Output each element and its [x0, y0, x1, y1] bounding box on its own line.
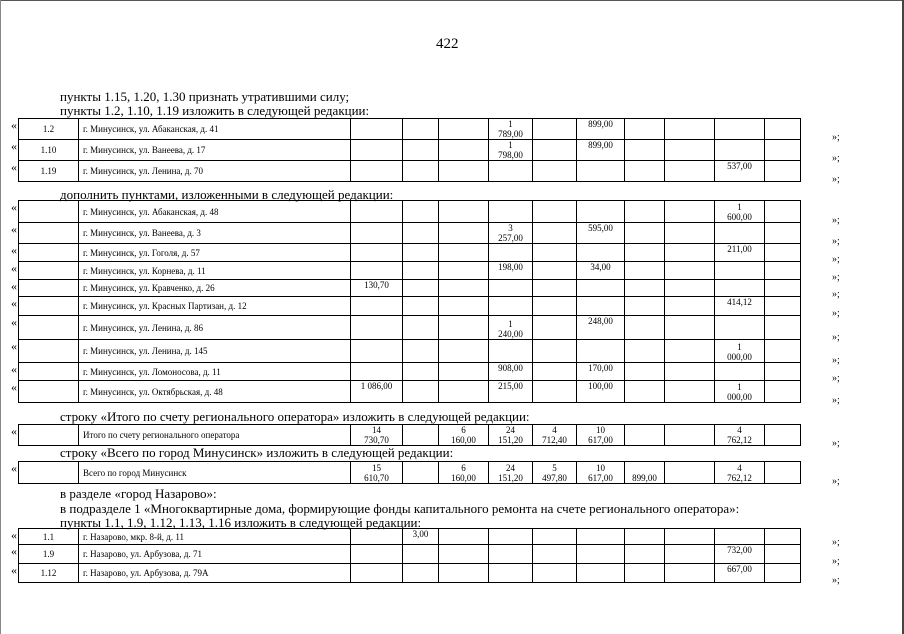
quote-close-mark: »;	[832, 289, 840, 300]
row-address: г. Назарово, мкр. 8-й, д. 11	[79, 529, 351, 545]
cost-cell	[665, 223, 715, 244]
cost-cell	[489, 297, 533, 316]
row-number	[19, 297, 79, 316]
cost-cell	[533, 381, 577, 403]
cost-cell	[439, 280, 489, 297]
cost-cell	[351, 363, 403, 381]
cost-cell	[625, 223, 665, 244]
row-address: г. Минусинск, ул. Ломоносова, д. 11	[79, 363, 351, 381]
cost-cell	[765, 381, 801, 403]
quote-open-mark: «	[11, 243, 17, 257]
row-address: г. Минусинск, ул. Кравченко, д. 26	[79, 280, 351, 297]
cost-cell	[403, 223, 439, 244]
cost-cell	[715, 262, 765, 280]
quote-open-mark: «	[11, 339, 17, 353]
quote-open-mark: «	[11, 563, 17, 577]
cost-cell: 3 257,00	[489, 223, 533, 244]
cost-cell	[665, 140, 715, 161]
cost-cell	[403, 161, 439, 182]
cost-cell: 14 730,70	[351, 425, 403, 446]
cost-cell	[533, 340, 577, 363]
cost-cell	[439, 363, 489, 381]
cost-cell	[351, 316, 403, 340]
quote-open-mark: «	[11, 544, 17, 558]
cost-cell	[625, 297, 665, 316]
cost-cell: 732,00	[715, 545, 765, 564]
row-address: г. Минусинск, ул. Ленина, д. 86	[79, 316, 351, 340]
row-number	[19, 244, 79, 262]
cost-cell	[765, 119, 801, 140]
cost-cell	[403, 340, 439, 363]
cost-cell	[665, 316, 715, 340]
cost-cell	[489, 161, 533, 182]
paragraph-subsection-1: в подразделе 1 «Многоквартирные дома, формирующие фонды капитального ремонта на счете регионального оператора»:	[60, 501, 740, 516]
table-row	[19, 140, 829, 161]
cost-cell: 1 789,00	[489, 119, 533, 140]
row-address: г. Назарово, ул. Арбузова, д. 79А	[79, 564, 351, 583]
cost-cell: 1 086,00	[351, 381, 403, 403]
cost-cell	[439, 201, 489, 223]
table-row	[19, 381, 829, 403]
table-row	[19, 119, 829, 140]
paragraph-revise-nazarovo: пункты 1.1, 1.9, 1.12, 1.13, 1.16 изложить в следующей редакции:	[60, 515, 422, 530]
cost-cell	[403, 425, 439, 446]
cost-cell	[439, 262, 489, 280]
cost-cell	[765, 201, 801, 223]
paragraph-section-nazarovo: в разделе «город Назарово»:	[60, 486, 217, 501]
cost-cell	[625, 119, 665, 140]
row-number: 1.19	[19, 161, 79, 182]
cost-cell	[665, 262, 715, 280]
quote-close-mark: »;	[832, 236, 840, 247]
paragraph-revise-points: пункты 1.2, 1.10, 1.19 изложить в следующей редакции:	[60, 103, 370, 118]
cost-cell	[439, 564, 489, 583]
cost-cell	[765, 161, 801, 182]
cost-cell	[439, 223, 489, 244]
cost-cell	[665, 564, 715, 583]
cost-cell	[577, 529, 625, 545]
table-row	[19, 340, 829, 363]
cost-cell	[715, 280, 765, 297]
cost-cell	[715, 529, 765, 545]
cost-cell	[533, 161, 577, 182]
row-address: г. Минусинск, ул. Гоголя, д. 57	[79, 244, 351, 262]
quote-open-mark: «	[11, 139, 17, 153]
table-row	[19, 425, 829, 446]
cost-cell: 1 000,00	[715, 340, 765, 363]
cost-cell	[533, 119, 577, 140]
cost-cell	[665, 529, 715, 545]
row-number: 1.10	[19, 140, 79, 161]
cost-cell	[533, 140, 577, 161]
cost-cell: 248,00	[577, 316, 625, 340]
cost-cell	[625, 425, 665, 446]
cost-cell	[625, 363, 665, 381]
cost-cell: 24 151,20	[489, 462, 533, 484]
cost-cell: 667,00	[715, 564, 765, 583]
row-number: 1.1	[19, 529, 79, 545]
cost-cell	[403, 119, 439, 140]
row-number	[19, 363, 79, 381]
cost-cell	[403, 140, 439, 161]
cost-cell	[439, 244, 489, 262]
cost-cell	[765, 545, 801, 564]
cost-cell: 1 798,00	[489, 140, 533, 161]
row-address: г. Минусинск, ул. Абаканская, д. 48	[79, 201, 351, 223]
cost-cell	[577, 545, 625, 564]
cost-cell	[351, 529, 403, 545]
cost-cell	[533, 297, 577, 316]
row-number	[19, 280, 79, 297]
quote-close-mark: »;	[832, 476, 840, 487]
cost-cell	[765, 280, 801, 297]
cost-cell	[351, 340, 403, 363]
cost-cell	[577, 244, 625, 262]
cost-cell	[351, 545, 403, 564]
cost-cell	[403, 363, 439, 381]
cost-cell: 414,12	[715, 297, 765, 316]
cost-cell	[351, 140, 403, 161]
page-number: 422	[436, 36, 459, 52]
row-number	[19, 201, 79, 223]
cost-cell	[665, 381, 715, 403]
table-revised-points	[18, 118, 829, 182]
cost-cell	[625, 280, 665, 297]
cost-cell	[403, 280, 439, 297]
cost-cell	[665, 363, 715, 381]
table-row	[19, 201, 829, 223]
cost-cell	[765, 529, 801, 545]
paragraph-total-city: строку «Всего по город Минусинск» изложить в следующей редакции:	[60, 445, 454, 460]
cost-cell	[403, 316, 439, 340]
row-address: Итого по счету регионального оператора	[79, 425, 351, 446]
quote-close-mark: »;	[832, 132, 840, 143]
quote-close-mark: »;	[832, 272, 840, 283]
cost-cell: 899,00	[625, 462, 665, 484]
cost-cell: 24 151,20	[489, 425, 533, 446]
cost-cell	[533, 262, 577, 280]
row-address: г. Минусинск, ул. Абаканская, д. 41	[79, 119, 351, 140]
cost-cell: 5 497,80	[533, 462, 577, 484]
quote-open-mark: «	[11, 200, 17, 214]
quote-close-mark: »;	[832, 373, 840, 384]
table-row	[19, 545, 829, 564]
cost-cell	[351, 297, 403, 316]
cost-cell	[665, 201, 715, 223]
cost-cell	[715, 223, 765, 244]
cost-cell: 1 000,00	[715, 381, 765, 403]
cost-cell	[489, 201, 533, 223]
quote-open-mark: «	[11, 362, 17, 376]
table-row	[19, 161, 829, 182]
cost-cell	[489, 545, 533, 564]
cost-cell	[351, 119, 403, 140]
cost-cell: 537,00	[715, 161, 765, 182]
cost-cell	[489, 340, 533, 363]
row-address: г. Назарово, ул. Арбузова, д. 71	[79, 545, 351, 564]
paragraph-invalidate: пункты 1.15, 1.20, 1.30 признать утратившими силу;	[60, 89, 350, 104]
cost-cell	[403, 564, 439, 583]
cost-cell	[489, 564, 533, 583]
table-row	[19, 223, 829, 244]
row-number: 1.2	[19, 119, 79, 140]
row-number: 1.9	[19, 545, 79, 564]
cost-cell	[665, 280, 715, 297]
cost-cell: 1 600,00	[715, 201, 765, 223]
cost-cell: 198,00	[489, 262, 533, 280]
table-row	[19, 262, 829, 280]
cost-cell	[665, 297, 715, 316]
cost-cell	[765, 297, 801, 316]
cost-cell: 10 617,00	[577, 425, 625, 446]
quote-close-mark: »;	[832, 438, 840, 449]
quote-open-mark: «	[11, 296, 17, 310]
row-number	[19, 316, 79, 340]
cost-cell	[765, 244, 801, 262]
cost-cell	[625, 262, 665, 280]
row-number	[19, 340, 79, 363]
paragraph-add-points: дополнить пунктами, изложенными в следующей редакции:	[60, 187, 394, 202]
cost-cell: 595,00	[577, 223, 625, 244]
cost-cell	[665, 545, 715, 564]
quote-open-mark: «	[11, 424, 17, 438]
quote-close-mark: »;	[832, 395, 840, 406]
cost-cell	[625, 140, 665, 161]
cost-cell	[403, 462, 439, 484]
cost-cell: 10 617,00	[577, 462, 625, 484]
quote-close-mark: »;	[832, 575, 840, 586]
cost-cell	[625, 244, 665, 262]
row-address: г. Минусинск, ул. Красных Партизан, д. 12	[79, 297, 351, 316]
cost-cell	[439, 381, 489, 403]
cost-cell	[489, 529, 533, 545]
row-number	[19, 425, 79, 446]
cost-cell: 4 762,12	[715, 425, 765, 446]
quote-close-mark: »;	[832, 174, 840, 185]
cost-cell	[577, 161, 625, 182]
table-row	[19, 363, 829, 381]
cost-cell	[715, 140, 765, 161]
quote-close-mark: »;	[832, 254, 840, 265]
table-row	[19, 244, 829, 262]
cost-cell	[577, 564, 625, 583]
cost-cell	[665, 340, 715, 363]
cost-cell: 3,00	[403, 529, 439, 545]
quote-close-mark: »;	[832, 308, 840, 319]
cost-cell	[403, 381, 439, 403]
row-number	[19, 462, 79, 484]
cost-cell	[665, 425, 715, 446]
quote-open-mark: «	[11, 160, 17, 174]
quote-close-mark: »;	[832, 556, 840, 567]
cost-cell	[577, 280, 625, 297]
table-row	[19, 462, 829, 484]
quote-close-mark: »;	[832, 332, 840, 343]
cost-cell	[625, 316, 665, 340]
row-address: г. Минусинск, ул. Корнева, д. 11	[79, 262, 351, 280]
cost-cell	[715, 316, 765, 340]
page-border-top	[0, 0, 904, 1]
row-number	[19, 262, 79, 280]
cost-cell	[439, 545, 489, 564]
table-row	[19, 529, 829, 545]
quote-open-mark: «	[11, 118, 17, 132]
cost-cell	[665, 119, 715, 140]
quote-open-mark: «	[11, 261, 17, 275]
cost-cell	[351, 262, 403, 280]
cost-cell	[715, 119, 765, 140]
cost-cell: 908,00	[489, 363, 533, 381]
cost-cell	[403, 244, 439, 262]
cost-cell	[489, 244, 533, 262]
cost-cell	[439, 297, 489, 316]
cost-cell	[765, 262, 801, 280]
row-address: Всего по город Минусинск	[79, 462, 351, 484]
cost-cell	[577, 297, 625, 316]
quote-open-mark: «	[11, 279, 17, 293]
cost-cell	[403, 545, 439, 564]
row-number	[19, 381, 79, 403]
quote-close-mark: »;	[832, 215, 840, 226]
cost-cell	[765, 363, 801, 381]
cost-cell	[533, 244, 577, 262]
cost-cell	[351, 223, 403, 244]
cost-cell	[533, 316, 577, 340]
cost-cell	[439, 316, 489, 340]
cost-cell	[765, 223, 801, 244]
cost-cell	[439, 529, 489, 545]
cost-cell	[533, 363, 577, 381]
cost-cell	[351, 161, 403, 182]
cost-cell	[403, 297, 439, 316]
quote-close-mark: »;	[832, 153, 840, 164]
cost-cell	[665, 462, 715, 484]
row-address: г. Минусинск, ул. Ленина, д. 145	[79, 340, 351, 363]
cost-cell	[625, 529, 665, 545]
cost-cell	[351, 244, 403, 262]
table-total-operator	[18, 424, 829, 446]
cost-cell	[489, 280, 533, 297]
cost-cell	[533, 201, 577, 223]
cost-cell	[765, 316, 801, 340]
cost-cell: 899,00	[577, 119, 625, 140]
table-row	[19, 280, 829, 297]
cost-cell: 899,00	[577, 140, 625, 161]
table-row	[19, 316, 829, 340]
cost-cell: 215,00	[489, 381, 533, 403]
paragraph-total-operator: строку «Итого по счету регионального оператора» изложить в следующей редакции:	[60, 409, 530, 424]
cost-cell	[577, 340, 625, 363]
cost-cell	[533, 564, 577, 583]
cost-cell	[765, 462, 801, 484]
cost-cell	[403, 201, 439, 223]
cost-cell: 4 762,12	[715, 462, 765, 484]
cost-cell	[765, 564, 801, 583]
cost-cell	[577, 201, 625, 223]
cost-cell	[665, 161, 715, 182]
cost-cell	[625, 381, 665, 403]
quote-open-mark: «	[11, 222, 17, 236]
cost-cell	[439, 140, 489, 161]
cost-cell: 6 160,00	[439, 425, 489, 446]
table-nazarovo-points	[18, 528, 829, 583]
row-address: г. Минусинск, ул. Ванеева, д. 3	[79, 223, 351, 244]
quote-open-mark: «	[11, 528, 17, 542]
quote-open-mark: «	[11, 461, 17, 475]
cost-cell: 211,00	[715, 244, 765, 262]
page-border-left	[0, 0, 1, 634]
cost-cell: 4 712,40	[533, 425, 577, 446]
cost-cell	[439, 340, 489, 363]
row-number	[19, 223, 79, 244]
row-number: 1.12	[19, 564, 79, 583]
cost-cell	[765, 425, 801, 446]
cost-cell: 100,00	[577, 381, 625, 403]
table-total-city	[18, 461, 829, 484]
quote-close-mark: »;	[832, 355, 840, 366]
cost-cell	[765, 140, 801, 161]
cost-cell: 15 610,70	[351, 462, 403, 484]
cost-cell	[439, 161, 489, 182]
cost-cell	[765, 340, 801, 363]
cost-cell	[625, 564, 665, 583]
row-address: г. Минусинск, ул. Ленина, д. 70	[79, 161, 351, 182]
cost-cell: 170,00	[577, 363, 625, 381]
cost-cell	[439, 119, 489, 140]
cost-cell	[625, 201, 665, 223]
cost-cell	[715, 363, 765, 381]
cost-cell	[625, 340, 665, 363]
cost-cell	[351, 564, 403, 583]
cost-cell	[533, 223, 577, 244]
cost-cell	[351, 201, 403, 223]
cost-cell: 6 160,00	[439, 462, 489, 484]
cost-cell	[403, 262, 439, 280]
cost-cell	[533, 545, 577, 564]
cost-cell	[665, 244, 715, 262]
quote-open-mark: «	[11, 380, 17, 394]
cost-cell: 34,00	[577, 262, 625, 280]
cost-cell: 1 240,00	[489, 316, 533, 340]
cost-cell	[625, 161, 665, 182]
quote-close-mark: »;	[832, 537, 840, 548]
cost-cell	[533, 529, 577, 545]
cost-cell	[533, 280, 577, 297]
table-row	[19, 297, 829, 316]
cost-cell	[625, 545, 665, 564]
table-row	[19, 564, 829, 583]
row-address: г. Минусинск, ул. Ванеева, д. 17	[79, 140, 351, 161]
quote-open-mark: «	[11, 315, 17, 329]
cost-cell: 130,70	[351, 280, 403, 297]
row-address: г. Минусинск, ул. Октябрьская, д. 48	[79, 381, 351, 403]
table-added-points	[18, 200, 829, 403]
